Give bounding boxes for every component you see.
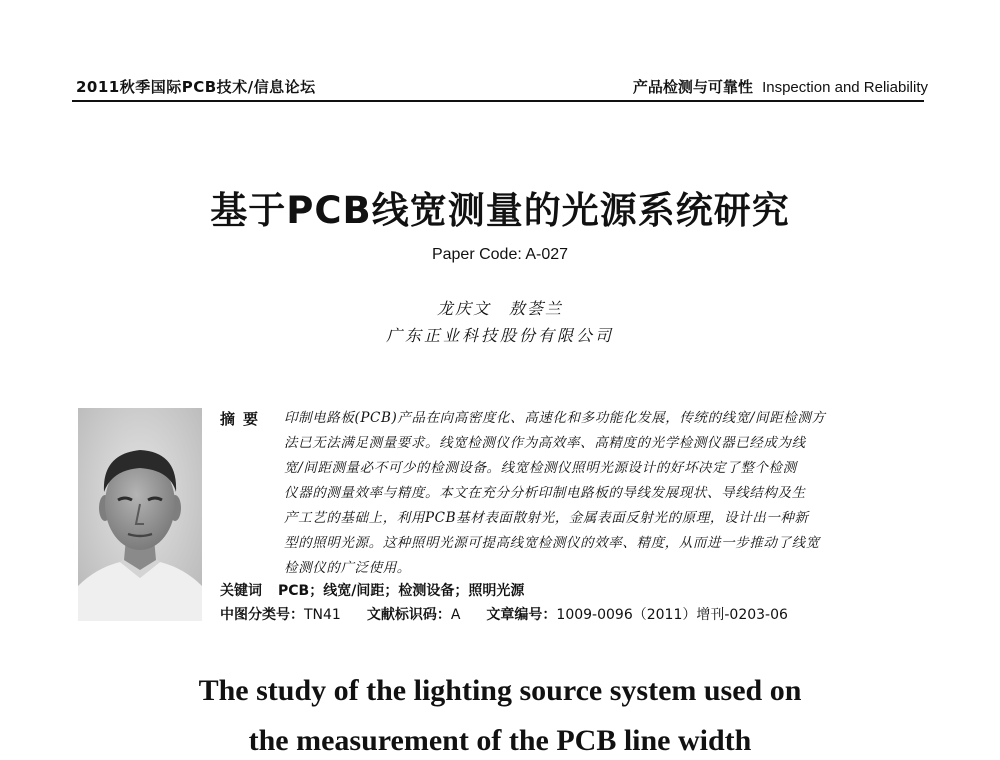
abstract-line: 检测仪的广泛使用。 xyxy=(284,560,411,576)
header-section-cn: 产品检测与可靠性 xyxy=(632,78,753,96)
article-number-label: 文章编号： xyxy=(486,607,557,623)
author-portrait-icon xyxy=(78,408,202,621)
abstract-line: 宽/间距测量必不可少的检测设备。线宽检测仪照明光源设计的好坏决定了整个检测 xyxy=(284,460,797,476)
author-name: 龙庆文 xyxy=(436,299,491,318)
article-number-value: 1009-0096（2011）增刊-0203-06 xyxy=(556,607,788,623)
english-title-line: the measurement of the PCB line width xyxy=(248,724,752,757)
header-rule xyxy=(72,100,924,102)
affiliation: 广东正业科技股份有限公司 xyxy=(385,326,614,345)
abstract-line: 印制电路板(PCB)产品在向高密度化、高速化和多功能化发展，传统的线宽/间距检测方 xyxy=(284,410,826,426)
abstract-line: 产工艺的基础上，利用PCB基材表面散射光，金属表面反射光的原理，设计出一种新 xyxy=(284,510,809,526)
doc-code-label: 文献标识码： xyxy=(366,607,451,623)
abstract-body xyxy=(284,406,874,581)
clc-label: 中图分类号： xyxy=(220,607,304,623)
author-photo xyxy=(78,408,202,621)
english-title-line: The study of the lighting source system used on xyxy=(198,674,802,707)
running-header-left: 2011秋季国际PCB技术/信息论坛 xyxy=(76,78,316,96)
keywords-value: PCB；线宽/间距；检测设备；照明光源 xyxy=(278,583,525,599)
doc-code-value: A xyxy=(450,607,461,623)
abstract-label: 摘要 xyxy=(220,410,267,428)
author-name: 敖荟兰 xyxy=(509,299,564,318)
abstract-line: 型的照明光源。这种照明光源可提高线宽检测仪的效率、精度，从而进一步推动了线宽 xyxy=(284,535,820,551)
clc-value: TN41 xyxy=(304,607,341,623)
keywords-row xyxy=(220,580,524,600)
author-list xyxy=(0,296,1000,319)
paper-code: Paper Code: A-027 xyxy=(431,246,569,263)
abstract-line: 法已无法满足测量要求。线宽检测仪作为高效率、高精度的光学检测仪器已经成为线 xyxy=(284,435,806,451)
header-section-en: Inspection and Reliability xyxy=(762,79,928,96)
running-header-right xyxy=(633,76,928,97)
keywords-label: 关键词 xyxy=(220,583,262,599)
abstract-line: 仪器的测量效率与精度。本文在充分分析印制电路板的导线发展现状、导线结构及生 xyxy=(284,485,806,501)
paper-title: 基于PCB线宽测量的光源系统研究 xyxy=(210,189,790,232)
classification-row xyxy=(220,604,814,624)
